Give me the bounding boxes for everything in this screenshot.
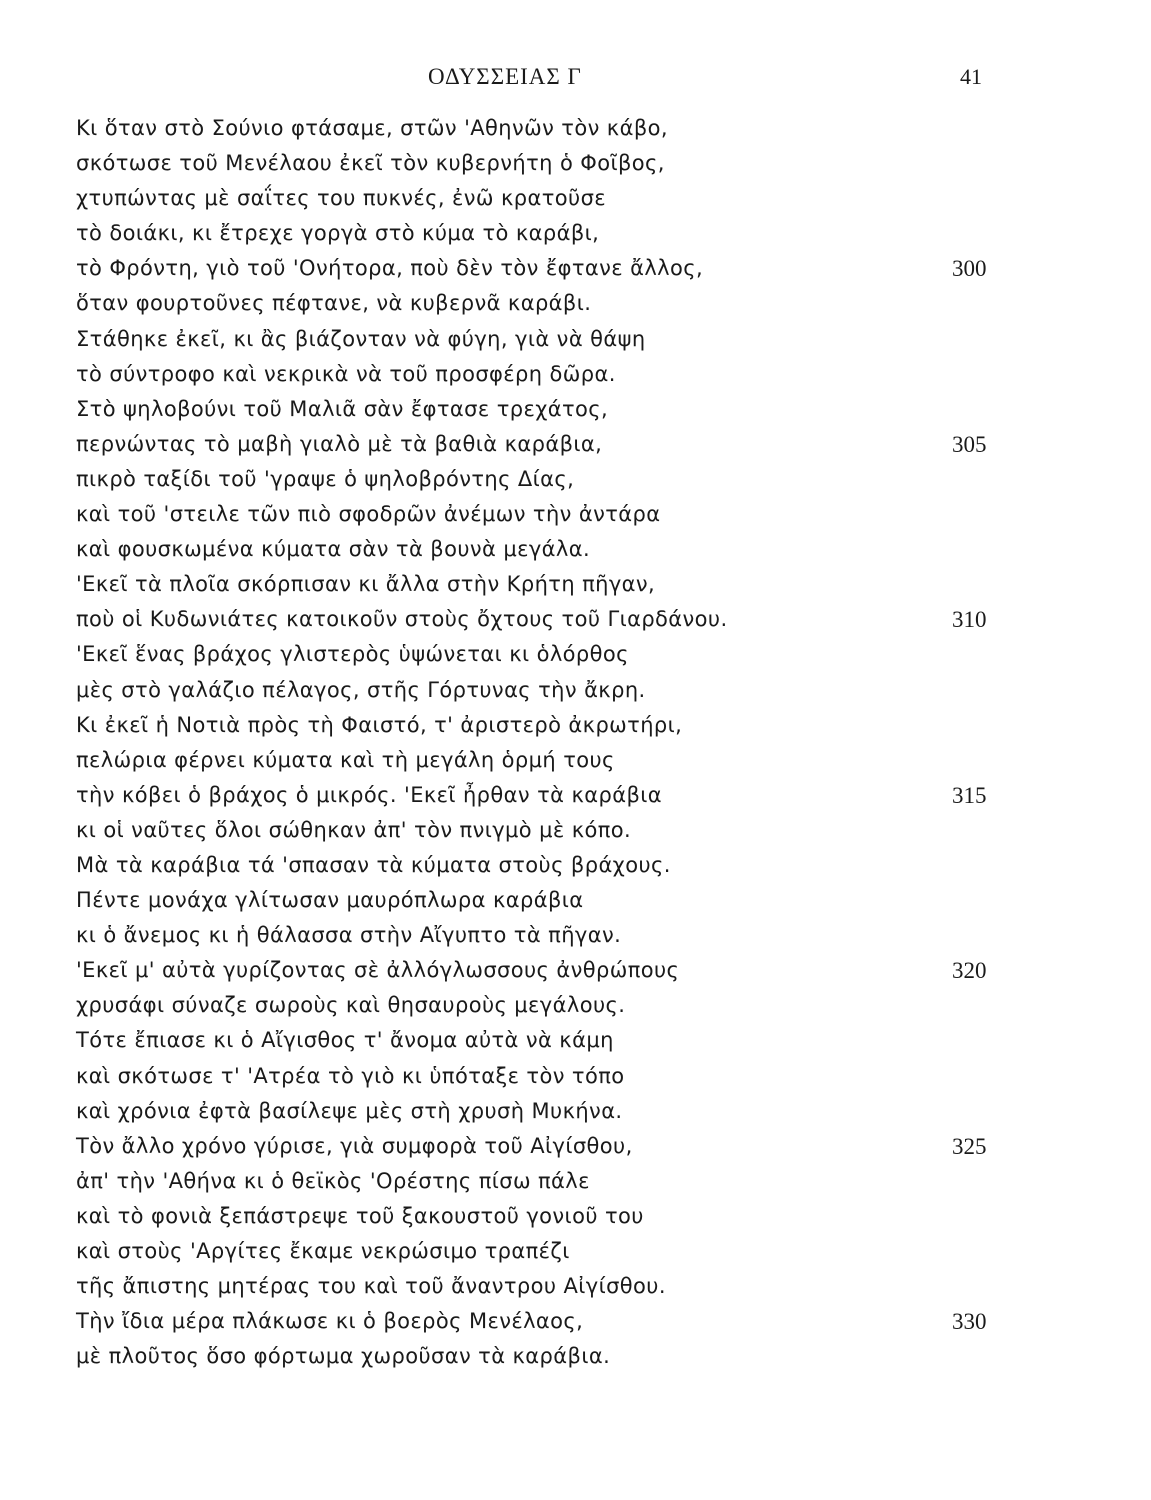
verse-line [76, 1129, 1036, 1164]
verse-line [76, 778, 1036, 813]
verse-line [76, 1339, 1036, 1374]
verse-text: 'Εκεῖ ἕνας βράχος γλιστερὸς ὑψώνεται κι ὁλόρθος [76, 642, 629, 667]
verse-line [76, 181, 1036, 216]
verse-text: ἀπ' τὴν 'Αθήνα κι ὁ θεϊκὸς 'Ορέστης πίσω πάλε [76, 1168, 590, 1193]
verse-line [76, 322, 1036, 357]
verse-text: Τὴν ἴδια μέρα πλάκωσε κι ὁ βοερὸς Μενέλαος, [76, 1309, 584, 1334]
verse-line [76, 567, 1036, 602]
verse-number: 305 [952, 431, 987, 457]
verse-text: καὶ τοῦ 'στειλε τῶν πιὸ σφοδρῶν ἀνέμων τὴν ἀντάρα [76, 502, 661, 527]
verse-line [76, 1304, 1036, 1339]
verse-line [76, 953, 1036, 988]
verse-text: σκότωσε τοῦ Μενέλαου ἐκεῖ τὸν κυβερνήτη ὁ Φοῖβος, [76, 151, 665, 176]
verse-text: καὶ στοὺς 'Αργίτες ἔκαμε νεκρώσιμο τραπέζι [76, 1239, 570, 1263]
verse-text: κι ὁ ἄνεμος κι ἡ θάλασσα στὴν Αἴγυπτο τὰ πῆγαν. [76, 923, 622, 948]
verse-text: Στάθηκε ἐκεῖ, κι ἂς βιάζονταν νὰ φύγη, γιὰ νὰ θάψη [76, 326, 646, 351]
verse-text: πικρὸ ταξίδι τοῦ 'γραψε ὁ ψηλοβρόντης Δίας, [76, 466, 575, 491]
verse-number: 310 [952, 607, 987, 633]
verse-text: καὶ τὸ φονιὰ ξεπάστρεψε τοῦ ξακουστοῦ γονιοῦ του [76, 1203, 644, 1228]
verse-line [76, 708, 1036, 743]
verse-line [76, 427, 1036, 462]
running-head [0, 64, 1151, 94]
verse-line [76, 883, 1036, 918]
verse-number: 315 [952, 782, 987, 808]
verse-line [76, 1059, 1036, 1094]
verse-text: Πέντε μονάχα γλίτωσαν μαυρόπλωρα καράβια [76, 888, 584, 913]
verse-text: χρυσάφι σύναζε σωροὺς καὶ θησαυροὺς μεγάλους. [76, 993, 626, 1018]
running-title: ΟΔΥΣΣΕΙΑΣ Γ [428, 64, 582, 89]
verse-text: 'Εκεῖ τὰ πλοῖα σκόρπισαν κι ἄλλα στὴν Κρήτη πῆγαν, [76, 572, 656, 597]
verse-text: κι οἱ ναῦτες ὅλοι σώθηκαν ἀπ' τὸν πνιγμὸ μὲ κόπο. [76, 817, 632, 842]
verse-line [76, 251, 1036, 286]
verse-line [76, 392, 1036, 427]
verse-text: τὸ σύντροφο καὶ νεκρικὰ νὰ τοῦ προσφέρη δῶρα. [76, 361, 616, 386]
page-number: 41 [960, 64, 982, 89]
verse-text: τῆς ἄπιστης μητέρας του καὶ τοῦ ἄναντρου Αἰγίσθου. [76, 1274, 666, 1299]
verse-text: Κι ἐκεῖ ἡ Νοτιὰ πρὸς τὴ Φαιστό, τ' ἀριστερὸ ἀκρωτήρι, [76, 712, 683, 737]
verse-text: καὶ χρόνια ἐφτὰ βασίλεψε μὲς στὴ χρυσὴ Μυκήνα. [76, 1098, 623, 1123]
verse-line [76, 602, 1036, 637]
verse-number: 320 [952, 958, 987, 984]
verse-line [76, 532, 1036, 567]
verse-line [76, 813, 1036, 848]
verse-text: ποὺ οἱ Κυδωνιάτες κατοικοῦν στοὺς ὄχτους τοῦ Γιαρδάνου. [76, 607, 728, 632]
verse-text: τὴν κόβει ὁ βράχος ὁ μικρός. 'Εκεῖ ἦρθαν τὰ καράβια [76, 782, 663, 807]
verse-number: 300 [952, 256, 987, 282]
verse-line [76, 673, 1036, 708]
verse-text: Στὸ ψηλοβούνι τοῦ Μαλιᾶ σὰν ἔφτασε τρεχάτος, [76, 396, 609, 421]
verse-text: Τὸν ἄλλο χρόνο γύρισε, γιὰ συμφορὰ τοῦ Αἰγίσθου, [76, 1133, 633, 1158]
verse-text: πελώρια φέρνει κύματα καὶ τὴ μεγάλη ὁρμή τους [76, 747, 615, 772]
verse-line [76, 1234, 1036, 1269]
verse-line [76, 1164, 1036, 1199]
verse-text: Μὰ τὰ καράβια τά 'σπασαν τὰ κύματα στοὺς βράχους. [76, 852, 671, 877]
verse-line [76, 637, 1036, 672]
verse-line [76, 1094, 1036, 1129]
verse-text: καὶ φουσκωμένα κύματα σὰν τὰ βουνὰ μεγάλα. [76, 537, 591, 562]
verse-number: 330 [952, 1309, 987, 1335]
verse-line [76, 146, 1036, 181]
verse-line [76, 848, 1036, 883]
verse-number: 325 [952, 1133, 987, 1159]
verse-line [76, 286, 1036, 321]
verse-text: Τότε ἔπιασε κι ὁ Αἴγισθος τ' ἄνομα αὐτὰ νὰ κάμη [76, 1028, 614, 1053]
verse-text: τὸ δοιάκι, κι ἔτρεχε γοργὰ στὸ κύμα τὸ καράβι, [76, 221, 600, 246]
verse-text: καὶ σκότωσε τ' 'Ατρέα τὸ γιὸ κι ὑπόταξε τὸν τόπο [76, 1063, 625, 1088]
verse-line [76, 1269, 1036, 1304]
verse-text: ὅταν φουρτοῦνες πέφτανε, νὰ κυβερνᾶ καράβι. [76, 291, 592, 316]
verse-line [76, 216, 1036, 251]
verse-text: τὸ Φρόντη, γιὸ τοῦ 'Ονήτορα, ποὺ δὲν τὸν ἔφτανε ἄλλος, [76, 256, 704, 281]
verse-line [76, 1199, 1036, 1234]
verse-line [76, 918, 1036, 953]
verse-line [76, 357, 1036, 392]
verse-text: 'Εκεῖ μ' αὐτὰ γυρίζοντας σὲ ἀλλόγλωσσους ἀνθρώπους [76, 958, 680, 983]
verse-text: περνώντας τὸ μαβὴ γιαλὸ μὲ τὰ βαθιὰ καράβια, [76, 431, 603, 456]
verse-line [76, 497, 1036, 532]
verse-text: μὲ πλοῦτος ὅσο φόρτωμα χωροῦσαν τὰ καράβια. [76, 1344, 611, 1369]
verse-text: μὲς στὸ γαλάζιο πέλαγος, στῆς Γόρτυνας τὴν ἄκρη. [76, 677, 646, 702]
verse-block [76, 111, 1036, 1374]
verse-line [76, 1023, 1036, 1058]
verse-line [76, 111, 1036, 146]
verse-text: Κι ὅταν στὸ Σούνιο φτάσαμε, στῶν 'Αθηνῶν τὸν κάβο, [76, 116, 668, 140]
verse-line [76, 743, 1036, 778]
verse-line [76, 988, 1036, 1023]
verse-line [76, 462, 1036, 497]
verse-text: χτυπώντας μὲ σαΐτες του πυκνές, ἐνῶ κρατοῦσε [76, 186, 607, 211]
